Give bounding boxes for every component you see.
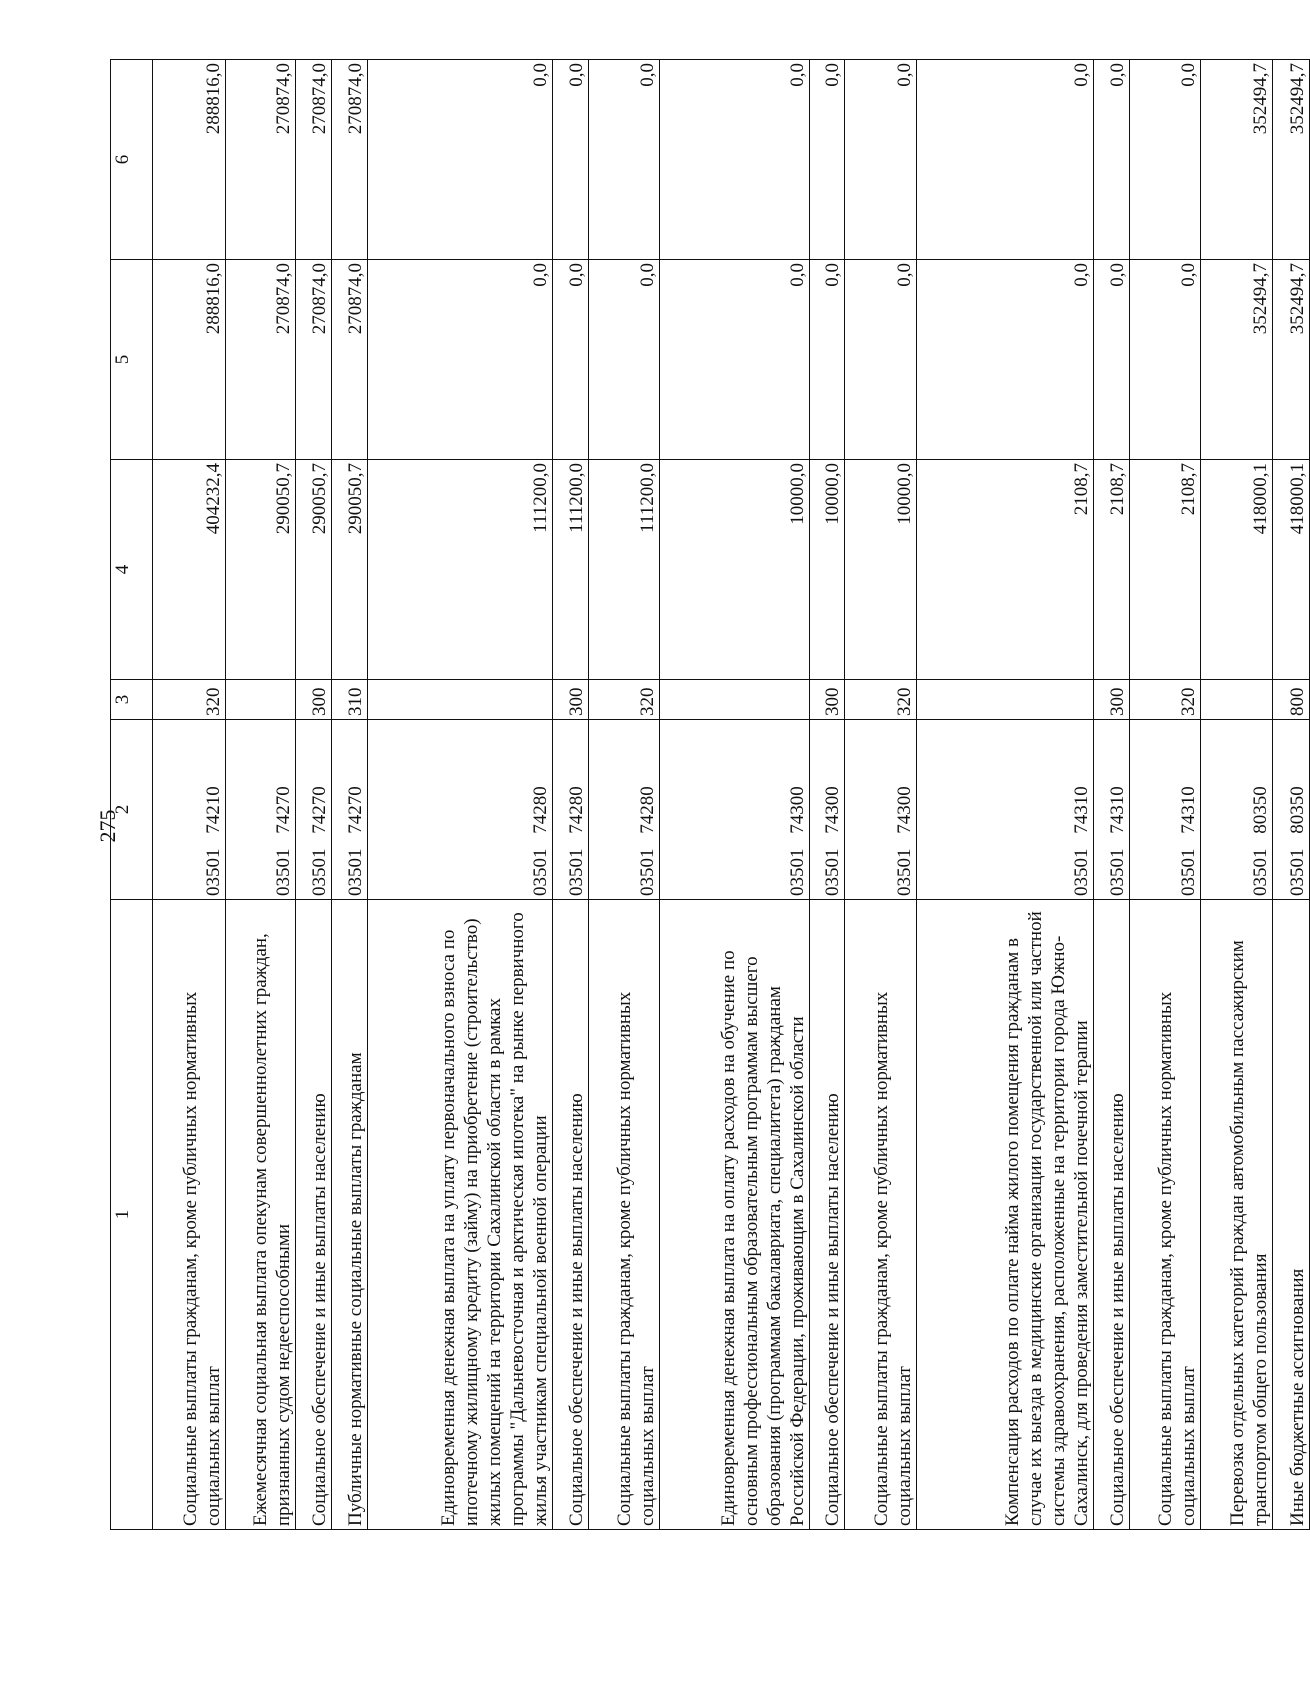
amount-col-4: 290050,7 <box>331 460 367 680</box>
expense-group <box>660 680 809 720</box>
row-code <box>552 720 588 900</box>
amount-col-6: 0,0 <box>1129 60 1201 260</box>
column-header-4: 4 <box>111 460 153 680</box>
table-row <box>1201 60 1273 1530</box>
amount-col-5: 0,0 <box>1093 260 1129 460</box>
row-description: Социальное обеспечение и иные выплаты населению <box>809 900 845 1530</box>
row-description: Единовременная денежная выплата на оплату расходов на обучение по основным профессиональным образовательным программам высшего образования (программам бакалавриата, специалитета) гражданам Российской Федерации, проживающим в Сахалинской области <box>660 900 809 1530</box>
target-code: 80350 <box>1287 786 1308 834</box>
amount-col-4: 10000,0 <box>845 460 917 680</box>
amount-col-5: 352494,7 <box>1272 260 1309 460</box>
table-row <box>331 60 367 1530</box>
row-code <box>660 720 809 900</box>
amount-col-6: 0,0 <box>809 60 845 260</box>
amount-col-5: 0,0 <box>845 260 917 460</box>
program-code: 03501 <box>1287 848 1308 896</box>
program-code: 03501 <box>1106 848 1128 896</box>
table-row <box>552 60 588 1530</box>
target-code: 74310 <box>1178 786 1200 834</box>
row-description: Ежемесячная социальная выплата опекунам совершеннолетних граждан, признанных судом недееспособными <box>225 900 295 1530</box>
column-header-5: 5 <box>111 260 153 460</box>
amount-col-6: 0,0 <box>552 60 588 260</box>
amount-col-6: 0,0 <box>1093 60 1129 260</box>
table-row <box>916 60 1093 1530</box>
amount-col-5: 270874,0 <box>331 260 367 460</box>
table-row <box>660 60 809 1530</box>
row-code <box>1129 720 1201 900</box>
row-description: Публичные нормативные социальные выплаты гражданам <box>331 900 367 1530</box>
target-code: 74270 <box>273 786 295 834</box>
amount-col-5: 270874,0 <box>225 260 295 460</box>
amount-col-6: 352494,7 <box>1272 60 1309 260</box>
amount-col-4: 10000,0 <box>660 460 809 680</box>
amount-col-6: 270874,0 <box>331 60 367 260</box>
program-code: 03501 <box>893 848 915 896</box>
column-header-1: 1 <box>111 900 153 1530</box>
expense-group: 320 <box>588 680 660 720</box>
amount-col-5: 0,0 <box>809 260 845 460</box>
expense-group: 320 <box>1129 680 1201 720</box>
target-code: 74280 <box>565 786 587 834</box>
program-code: 03501 <box>308 848 330 896</box>
expense-group: 300 <box>1093 680 1129 720</box>
row-description: Перевозка отдельных категорий граждан автомобильным пассажирским транспортом общего пользования <box>1201 900 1273 1530</box>
amount-col-6: 352494,7 <box>1201 60 1273 260</box>
row-description: Социальные выплаты гражданам, кроме публичных нормативных социальных выплат <box>845 900 917 1530</box>
row-description: Социальное обеспечение и иные выплаты населению <box>296 900 332 1530</box>
amount-col-5: 270874,0 <box>296 260 332 460</box>
amount-col-5: 0,0 <box>1129 260 1201 460</box>
column-header-6: 6 <box>111 60 153 260</box>
row-code <box>225 720 295 900</box>
table-row <box>1093 60 1129 1530</box>
row-code <box>152 720 225 900</box>
amount-col-4: 2108,7 <box>1093 460 1129 680</box>
expense-group: 320 <box>845 680 917 720</box>
table-row <box>1129 60 1201 1530</box>
row-code <box>367 720 552 900</box>
page-number: 275 <box>95 809 120 843</box>
expense-group <box>1201 680 1273 720</box>
amount-col-4: 10000,0 <box>809 460 845 680</box>
table-row <box>296 60 332 1530</box>
program-code: 03501 <box>637 848 659 896</box>
table-row <box>152 60 225 1530</box>
expense-group <box>916 680 1093 720</box>
amount-col-6: 0,0 <box>916 60 1093 260</box>
column-header-3: 3 <box>111 680 153 720</box>
row-description: Единовременная денежная выплата на уплату первоначального взноса по ипотечному жилищному кредиту (займу) на приобретение (строительство) жилых помещений на территории Сахалинской области в рамках программы "Дальневосточная и арктическая ипотека" на рынке первичного жилья участникам специальной военной операции <box>367 900 552 1530</box>
target-code: 80350 <box>1249 786 1271 834</box>
expense-group: 300 <box>809 680 845 720</box>
program-code: 03501 <box>822 848 844 896</box>
target-code: 74300 <box>786 786 808 834</box>
row-description: Социальное обеспечение и иные выплаты населению <box>1093 900 1129 1530</box>
amount-col-4: 418000,1 <box>1201 460 1273 680</box>
expense-group: 300 <box>296 680 332 720</box>
amount-col-6: 288816,0 <box>152 60 225 260</box>
row-description: Иные бюджетные ассигнования <box>1272 900 1309 1530</box>
table-row <box>1272 60 1309 1530</box>
target-code: 74270 <box>344 786 366 834</box>
amount-col-6: 270874,0 <box>296 60 332 260</box>
expense-group: 310 <box>331 680 367 720</box>
amount-col-4: 418000,1 <box>1272 460 1309 680</box>
table-row <box>809 60 845 1530</box>
row-description: Социальные выплаты гражданам, кроме публичных нормативных социальных выплат <box>588 900 660 1530</box>
column-header-2: 2 <box>111 720 153 900</box>
target-code: 74280 <box>529 786 551 834</box>
table-row <box>225 60 295 1530</box>
amount-col-4: 111200,0 <box>588 460 660 680</box>
expense-group <box>367 680 552 720</box>
program-code: 03501 <box>1178 848 1200 896</box>
row-description: Социальные выплаты гражданам, кроме публичных нормативных социальных выплат <box>152 900 225 1530</box>
expense-group <box>225 680 295 720</box>
amount-col-6: 0,0 <box>660 60 809 260</box>
row-code <box>1201 720 1273 900</box>
target-code: 74300 <box>893 786 915 834</box>
target-code: 74300 <box>822 786 844 834</box>
program-code: 03501 <box>1249 848 1271 896</box>
program-code: 03501 <box>786 848 808 896</box>
row-code <box>809 720 845 900</box>
amount-col-5: 0,0 <box>588 260 660 460</box>
amount-col-6: 0,0 <box>367 60 552 260</box>
row-code <box>296 720 332 900</box>
amount-col-5: 0,0 <box>552 260 588 460</box>
amount-col-5: 0,0 <box>916 260 1093 460</box>
row-code <box>916 720 1093 900</box>
row-description: Социальное обеспечение и иные выплаты населению <box>552 900 588 1530</box>
amount-col-6: 270874,0 <box>225 60 295 260</box>
amount-col-4: 111200,0 <box>552 460 588 680</box>
program-code: 03501 <box>529 848 551 896</box>
row-code <box>1093 720 1129 900</box>
row-code <box>588 720 660 900</box>
table-row <box>367 60 552 1530</box>
table-header-row <box>111 60 153 1530</box>
target-code: 74210 <box>202 786 224 834</box>
amount-col-5: 0,0 <box>660 260 809 460</box>
table-row <box>845 60 917 1530</box>
program-code: 03501 <box>565 848 587 896</box>
amount-col-4: 111200,0 <box>367 460 552 680</box>
row-code <box>331 720 367 900</box>
row-description: Компенсация расходов по оплате найма жилого помещения гражданам в случае их выезда в медицинские организации государственной или частной системы здравоохранения, расположенные на территории города Южно-Сахалинск, для проведения заместительной почечной терапии <box>916 900 1093 1530</box>
program-code: 03501 <box>1070 848 1092 896</box>
row-description: Социальные выплаты гражданам, кроме публичных нормативных социальных выплат <box>1129 900 1201 1530</box>
row-code <box>845 720 917 900</box>
target-code: 74270 <box>308 786 330 834</box>
amount-col-4: 2108,7 <box>916 460 1093 680</box>
expense-group: 800 <box>1272 680 1309 720</box>
amount-col-5: 288816,0 <box>152 260 225 460</box>
amount-col-4: 290050,7 <box>225 460 295 680</box>
target-code: 74280 <box>637 786 659 834</box>
amount-col-4: 290050,7 <box>296 460 332 680</box>
amount-col-5: 352494,7 <box>1201 260 1273 460</box>
expense-group: 300 <box>552 680 588 720</box>
target-code: 74310 <box>1070 786 1092 834</box>
table-row <box>588 60 660 1530</box>
amount-col-6: 0,0 <box>588 60 660 260</box>
target-code: 74310 <box>1106 786 1128 834</box>
program-code: 03501 <box>202 848 224 896</box>
program-code: 03501 <box>273 848 295 896</box>
amount-col-4: 404232,4 <box>152 460 225 680</box>
amount-col-4: 2108,7 <box>1129 460 1201 680</box>
rotated-table-wrapper <box>110 60 1310 1530</box>
program-code: 03501 <box>344 848 366 896</box>
amount-col-5: 0,0 <box>367 260 552 460</box>
row-code <box>1272 720 1309 900</box>
amount-col-6: 0,0 <box>845 60 917 260</box>
expense-group: 320 <box>152 680 225 720</box>
budget-table <box>110 59 1310 1530</box>
